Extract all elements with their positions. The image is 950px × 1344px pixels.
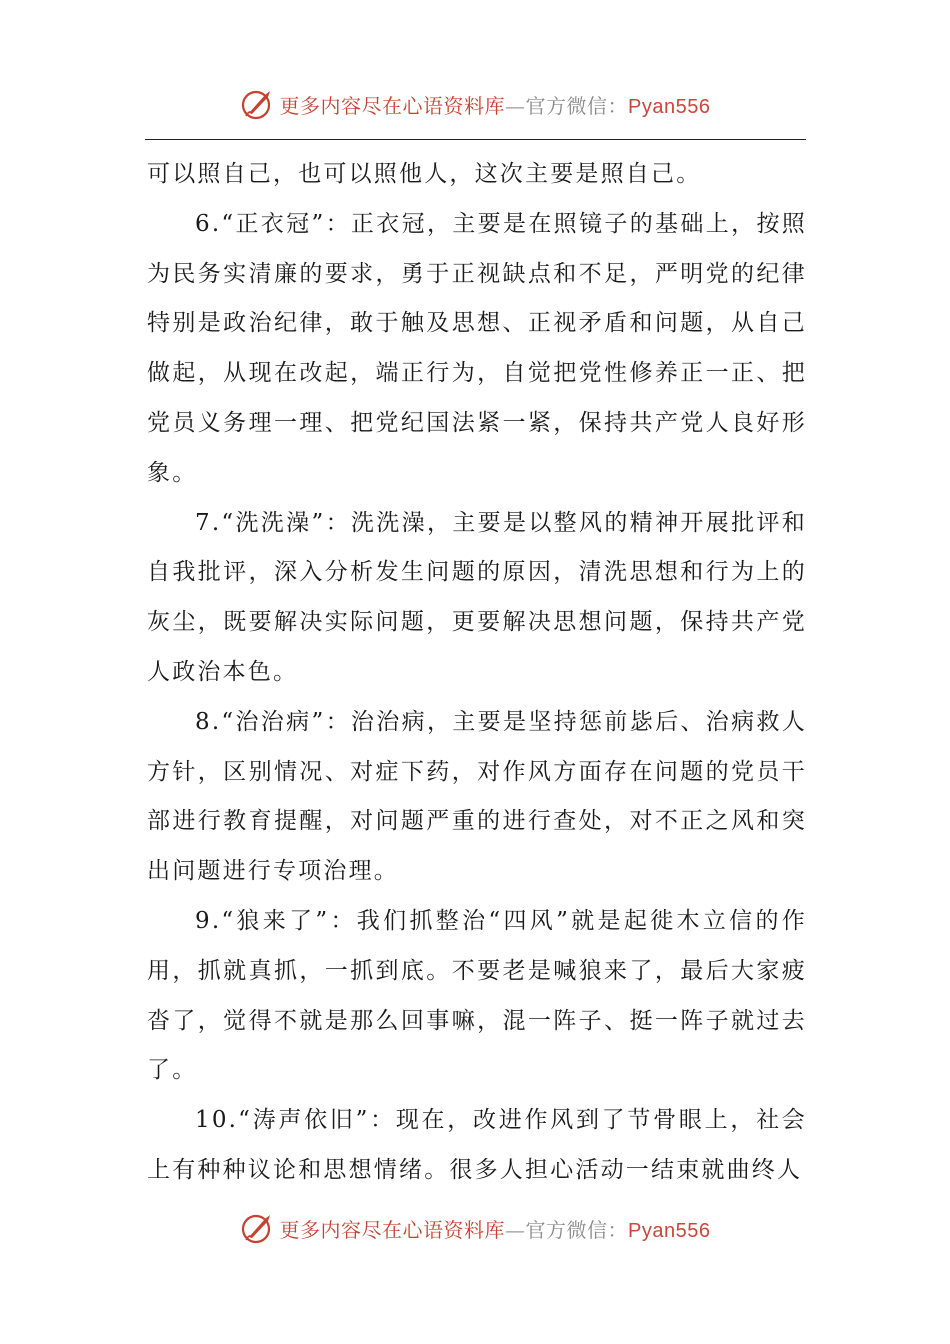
watermark-text: 更多内容尽在心语资料库 (279, 93, 506, 118)
watermark-wechat-id: Pyan556 (628, 1219, 711, 1242)
paragraph: 可以照自己，也可以照他人，这次主要是照自己。 (147, 161, 702, 187)
watermark-dash: — (505, 1217, 526, 1242)
paragraph: 6.“正衣冠”：正衣冠，主要是在照镜子的基础上，按照为民务实清廉的要求，勇于正视缺点和不足，严明党的纪律特别是政治纪律，敢于触及思想、正视矛盾和问题，从自己做起，从现在改起，端正行为，自觉把党性修养正一正、把党员义务理一理、把党纪国法紧一紧，保持共产党人良好形象。 (147, 210, 807, 486)
watermark-text: 更多内容尽在心语资料库 (279, 1217, 506, 1242)
pen-logo-icon (240, 86, 276, 122)
pen-logo-icon (240, 1210, 276, 1246)
paragraph: 10.“涛声依旧”：现在，改进作风到了节骨眼上，社会上有种种议论和思想情绪。很多人担心活动一结束就曲终人 (147, 1107, 807, 1183)
paragraph: 8.“治治病”：治治病，主要是坚持惩前毖后、治病救人方针，区别情况、对症下药，对作风方面存在问题的党员干部进行教育提醒，对问题严重的进行查处，对不正之风和突出问题进行专项治理。 (147, 708, 807, 885)
document-body (147, 150, 807, 1196)
watermark-dash: — (505, 93, 526, 118)
header-watermark (0, 84, 950, 124)
header-divider (145, 139, 806, 140)
watermark-wechat-id: Pyan556 (628, 95, 711, 118)
watermark-label: 官方微信： (525, 93, 629, 118)
footer-watermark (0, 1208, 950, 1248)
paragraph: 9.“狼来了”：我们抓整治“四风”就是起徙木立信的作用，抓就真抓，一抓到底。不要老是喊狼来了，最后大家疲沓了，觉得不就是那么回事嘛，混一阵子、挺一阵子就过去了。 (147, 907, 807, 1084)
paragraph: 7.“洗洗澡”：洗洗澡，主要是以整风的精神开展批评和自我批评，深入分析发生问题的原因，清洗思想和行为上的灰尘，既要解决实际问题，更要解决思想问题，保持共产党人政治本色。 (147, 509, 807, 685)
watermark-label: 官方微信： (525, 1217, 629, 1242)
